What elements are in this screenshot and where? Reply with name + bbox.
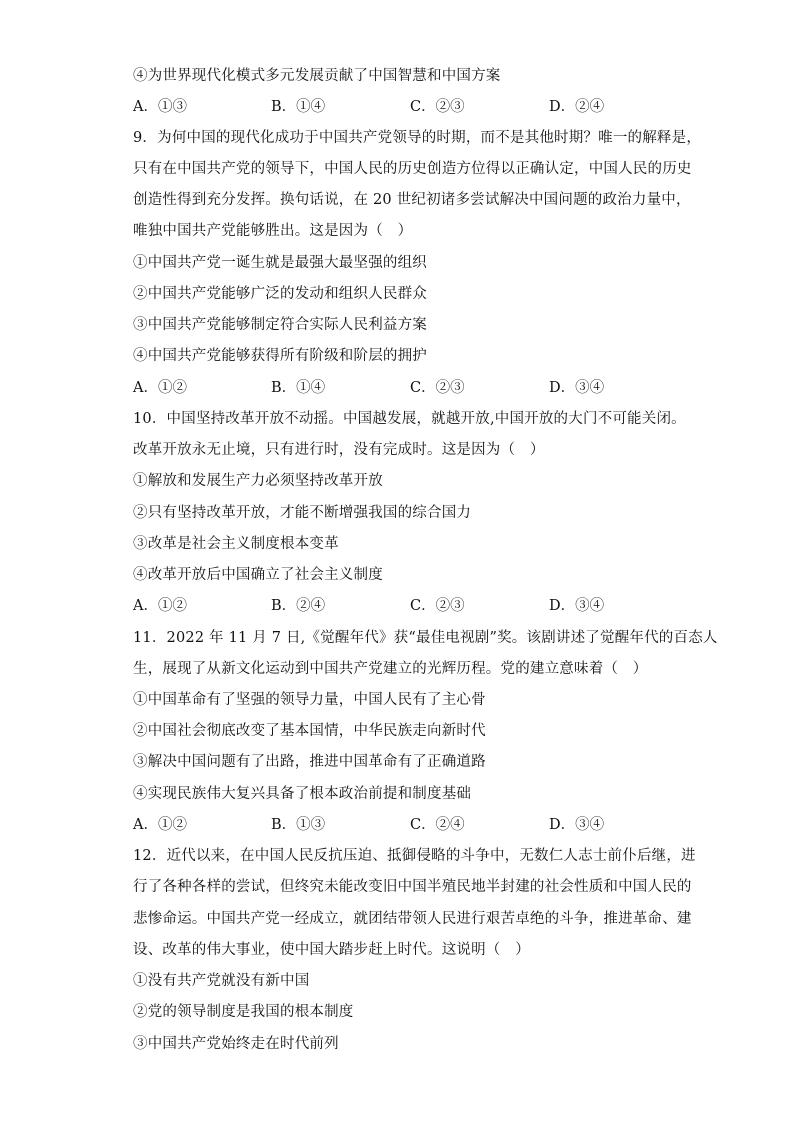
question-12-text: 12．近代以来，在中国人民反抗压迫、抵御侵略的斗争中，无数仁人志士前仆后继，进	[133, 848, 696, 864]
text-line: 只有在中国共产党的领导下，中国人民的历史创造方位得以正确认定，中国人民的历史	[133, 161, 692, 177]
statement-2: ②党的领导制度是我国的根本制度	[133, 1004, 354, 1020]
question-10-text: 10．中国坚持改革开放不动摇。中国越发展，就越开放,中国开放的大门不可能关闭。	[133, 411, 686, 427]
option-b: B．②④	[271, 598, 326, 614]
option-d: D．③④	[549, 380, 605, 396]
option-c: C．②③	[410, 380, 465, 396]
option-c: C．②③	[410, 99, 465, 115]
option-b: B．①④	[271, 380, 326, 396]
text-line: 行了各种各样的尝试，但终究未能改变旧中国半殖民地半封建的社会性质和中国人民的	[133, 879, 692, 895]
statement-3: ③中国共产党始终走在时代前列	[133, 1036, 339, 1052]
option-d: D．③④	[549, 817, 605, 833]
option-d: D．③④	[549, 598, 605, 614]
text-line: 创造性得到充分发挥。换句话说，在 20 世纪初诸多尝试解决中国问题的政治力量中，	[133, 192, 691, 208]
statement-1: ①中国革命有了坚强的领导力量，中国人民有了主心骨	[133, 692, 486, 708]
option-c: C．②③	[410, 598, 465, 614]
option-a: A．①③	[133, 99, 187, 115]
statement-4: ④改革开放后中国确立了社会主义制度	[133, 567, 383, 583]
option-c: C．②④	[410, 817, 465, 833]
question-11-text: 11．2022 年 11 月 7 日,《觉醒年代》获“最佳电视剧”奖。该剧讲述了觉醒年代的百态人	[133, 630, 718, 646]
text-line: 设、改革的伟大事业，使中国大踏步赶上时代。这说明（ ）	[133, 942, 530, 958]
text-line: ④为世界现代化模式多元发展贡献了中国智慧和中国方案	[133, 68, 501, 84]
statement-3: ③中国共产党能够制定符合实际人民利益方案	[133, 317, 427, 333]
text-line: 悲惨命运。中国共产党一经成立，就团结带领人民进行艰苦卓绝的斗争，推进革命、建	[133, 911, 692, 927]
statement-4: ④中国共产党能够获得所有阶级和阶层的拥护	[133, 348, 427, 364]
statement-1: ①没有共产党就没有新中国	[133, 973, 310, 989]
answer-options-q8	[133, 97, 653, 117]
option-d: D．②④	[549, 99, 605, 115]
option-b: B．①③	[271, 817, 326, 833]
statement-3: ③改革是社会主义制度根本变革	[133, 536, 339, 552]
option-a: A．①②	[133, 380, 187, 396]
statement-2: ②中国社会彻底改变了基本国情，中华民族走向新时代	[133, 723, 486, 739]
text-line: 唯独中国共产党能够胜出。这是因为（ ）	[133, 223, 413, 239]
statement-2: ②中国共产党能够广泛的发动和组织人民群众	[133, 286, 427, 302]
option-a: A．①②	[133, 817, 187, 833]
option-a: A．①②	[133, 598, 187, 614]
answer-options-q9	[133, 378, 653, 398]
text-line: 改革开放永无止境，只有进行时，没有完成时。这是因为（ ）	[133, 442, 545, 458]
statement-4: ④实现民族伟大复兴具备了根本政治前提和制度基础	[133, 786, 472, 802]
answer-options-q11	[133, 815, 653, 835]
option-b: B．①④	[271, 99, 326, 115]
question-9-text: 9．为何中国的现代化成功于中国共产党领导的时期，而不是其他时期？唯一的解释是，	[133, 130, 702, 146]
statement-2: ②只有坚持改革开放，才能不断增强我国的综合国力	[133, 505, 472, 521]
statement-1: ①中国共产党一诞生就是最强大最坚强的组织	[133, 255, 427, 271]
statement-3: ③解决中国问题有了出路，推进中国革命有了正确道路	[133, 754, 486, 770]
text-line: 生，展现了从新文化运动到中国共产党建立的光辉历程。党的建立意味着（ ）	[133, 661, 648, 677]
answer-options-q10	[133, 596, 653, 616]
statement-1: ①解放和发展生产力必须坚持改革开放	[133, 473, 383, 489]
